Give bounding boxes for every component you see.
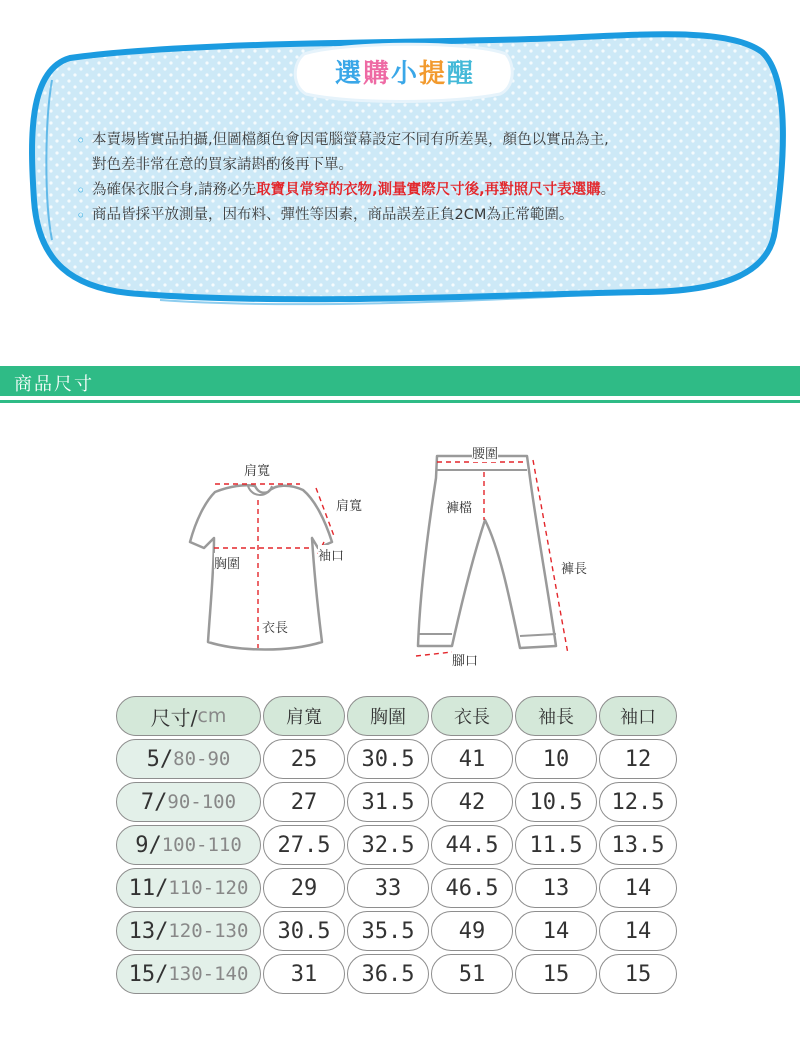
shirt-length-label: 衣長 (262, 617, 288, 636)
value-cell: 44.5 (431, 825, 513, 865)
value-cell: 27.5 (263, 825, 345, 865)
pants-crotch-label: 褲檔 (446, 497, 472, 516)
title-char: 選 (334, 58, 363, 89)
shirt-cuff-label: 袖口 (318, 545, 344, 564)
notice-text: 商品皆採平放測量，因布料、彈性等因素，商品誤差正負2CM為正常範圍。 (92, 207, 574, 223)
notice-text: 為確保衣服合身,請務必先 (92, 182, 257, 198)
shirt-illustration (190, 485, 332, 649)
header-size (116, 696, 261, 736)
value-cell: 49 (431, 911, 513, 951)
section-divider (0, 400, 800, 403)
header-chest: 胸圍 (347, 696, 429, 736)
value-cell: 12.5 (599, 782, 677, 822)
value-cell: 51 (431, 954, 513, 994)
size-range: 90-100 (167, 791, 237, 813)
notice-item (78, 128, 758, 153)
shirt-chest-label: 胸圍 (214, 553, 240, 572)
pants-hem-label: 腳口 (452, 650, 478, 669)
notice-list (78, 128, 758, 228)
size-cell (116, 825, 261, 865)
table-row (116, 954, 679, 995)
size-range: 120-130 (168, 920, 249, 942)
value-cell: 10.5 (515, 782, 597, 822)
size-range: 110-120 (168, 877, 249, 899)
pants-waist-label: 腰圍 (472, 443, 498, 462)
header-sleeve: 袖長 (515, 696, 597, 736)
value-cell: 41 (431, 739, 513, 779)
size-label: 15/ (128, 961, 169, 987)
value-cell: 31 (263, 954, 345, 994)
size-cell (116, 782, 261, 822)
value-cell: 27 (263, 782, 345, 822)
value-cell: 13 (515, 868, 597, 908)
table-row (116, 825, 679, 866)
table-row (116, 911, 679, 952)
header-shoulder: 肩寬 (263, 696, 345, 736)
header-length: 衣長 (431, 696, 513, 736)
value-cell: 31.5 (347, 782, 429, 822)
value-cell: 36.5 (347, 954, 429, 994)
size-cell (116, 739, 261, 779)
shirt-shoulder-label: 肩寬 (244, 460, 270, 479)
table-row (116, 868, 679, 909)
value-cell: 10 (515, 739, 597, 779)
header-cuff: 袖口 (599, 696, 677, 736)
notice-item (78, 178, 758, 203)
value-cell: 15 (599, 954, 677, 994)
notice-text: 本賣場皆實品拍攝,但圖檔顏色會因電腦螢幕設定不同有所差異，顏色以實品為主, (92, 132, 609, 148)
value-cell: 30.5 (263, 911, 345, 951)
section-header (0, 366, 800, 396)
size-range: 80-90 (173, 748, 231, 770)
value-cell: 42 (431, 782, 513, 822)
value-cell: 30.5 (347, 739, 429, 779)
notice-item (78, 203, 758, 228)
value-cell: 33 (347, 868, 429, 908)
size-range: 130-140 (168, 963, 249, 985)
value-cell: 35.5 (347, 911, 429, 951)
table-header-row (116, 696, 679, 737)
size-table (116, 696, 679, 997)
pants-length-label: 褲長 (561, 558, 587, 577)
measurement-diagram (0, 420, 800, 680)
value-cell: 29 (263, 868, 345, 908)
table-row (116, 782, 679, 823)
value-cell: 14 (599, 868, 677, 908)
section-title: 商品尺寸 (14, 374, 94, 395)
notice-text: 。 (600, 182, 616, 198)
title-char: 醒 (447, 58, 476, 89)
size-label: 9/ (135, 832, 162, 858)
title-char: 提 (419, 58, 448, 89)
value-cell: 46.5 (431, 868, 513, 908)
value-cell: 15 (515, 954, 597, 994)
size-label: 5/ (146, 746, 174, 772)
size-range: 100-110 (161, 834, 242, 856)
value-cell: 32.5 (347, 825, 429, 865)
value-cell: 11.5 (515, 825, 597, 865)
size-cell (116, 954, 261, 994)
size-label: 11/ (128, 875, 169, 901)
table-row (116, 739, 679, 780)
value-cell: 14 (515, 911, 597, 951)
notice-text: 對色差非常在意的買家請斟酌後再下單。 (92, 157, 353, 173)
title-char: 小 (390, 58, 419, 89)
size-cell (116, 868, 261, 908)
shirt-shoulder-side-label: 肩寬 (336, 495, 362, 514)
value-cell: 12 (599, 739, 677, 779)
reminder-title (300, 46, 510, 96)
notice-item-continued (78, 153, 758, 178)
header-unit: cm (197, 705, 227, 727)
size-label: 13/ (128, 918, 169, 944)
value-cell: 25 (263, 739, 345, 779)
size-cell (116, 911, 261, 951)
size-label: 7/ (140, 789, 168, 815)
title-char: 購 (362, 58, 391, 89)
header-size-label: 尺寸/ (150, 705, 198, 730)
pants-illustration (418, 456, 556, 648)
value-cell: 13.5 (599, 825, 677, 865)
value-cell: 14 (599, 911, 677, 951)
notice-highlight: 取寶貝常穿的衣物,測量實際尺寸後,再對照尺寸表選購 (256, 182, 601, 198)
